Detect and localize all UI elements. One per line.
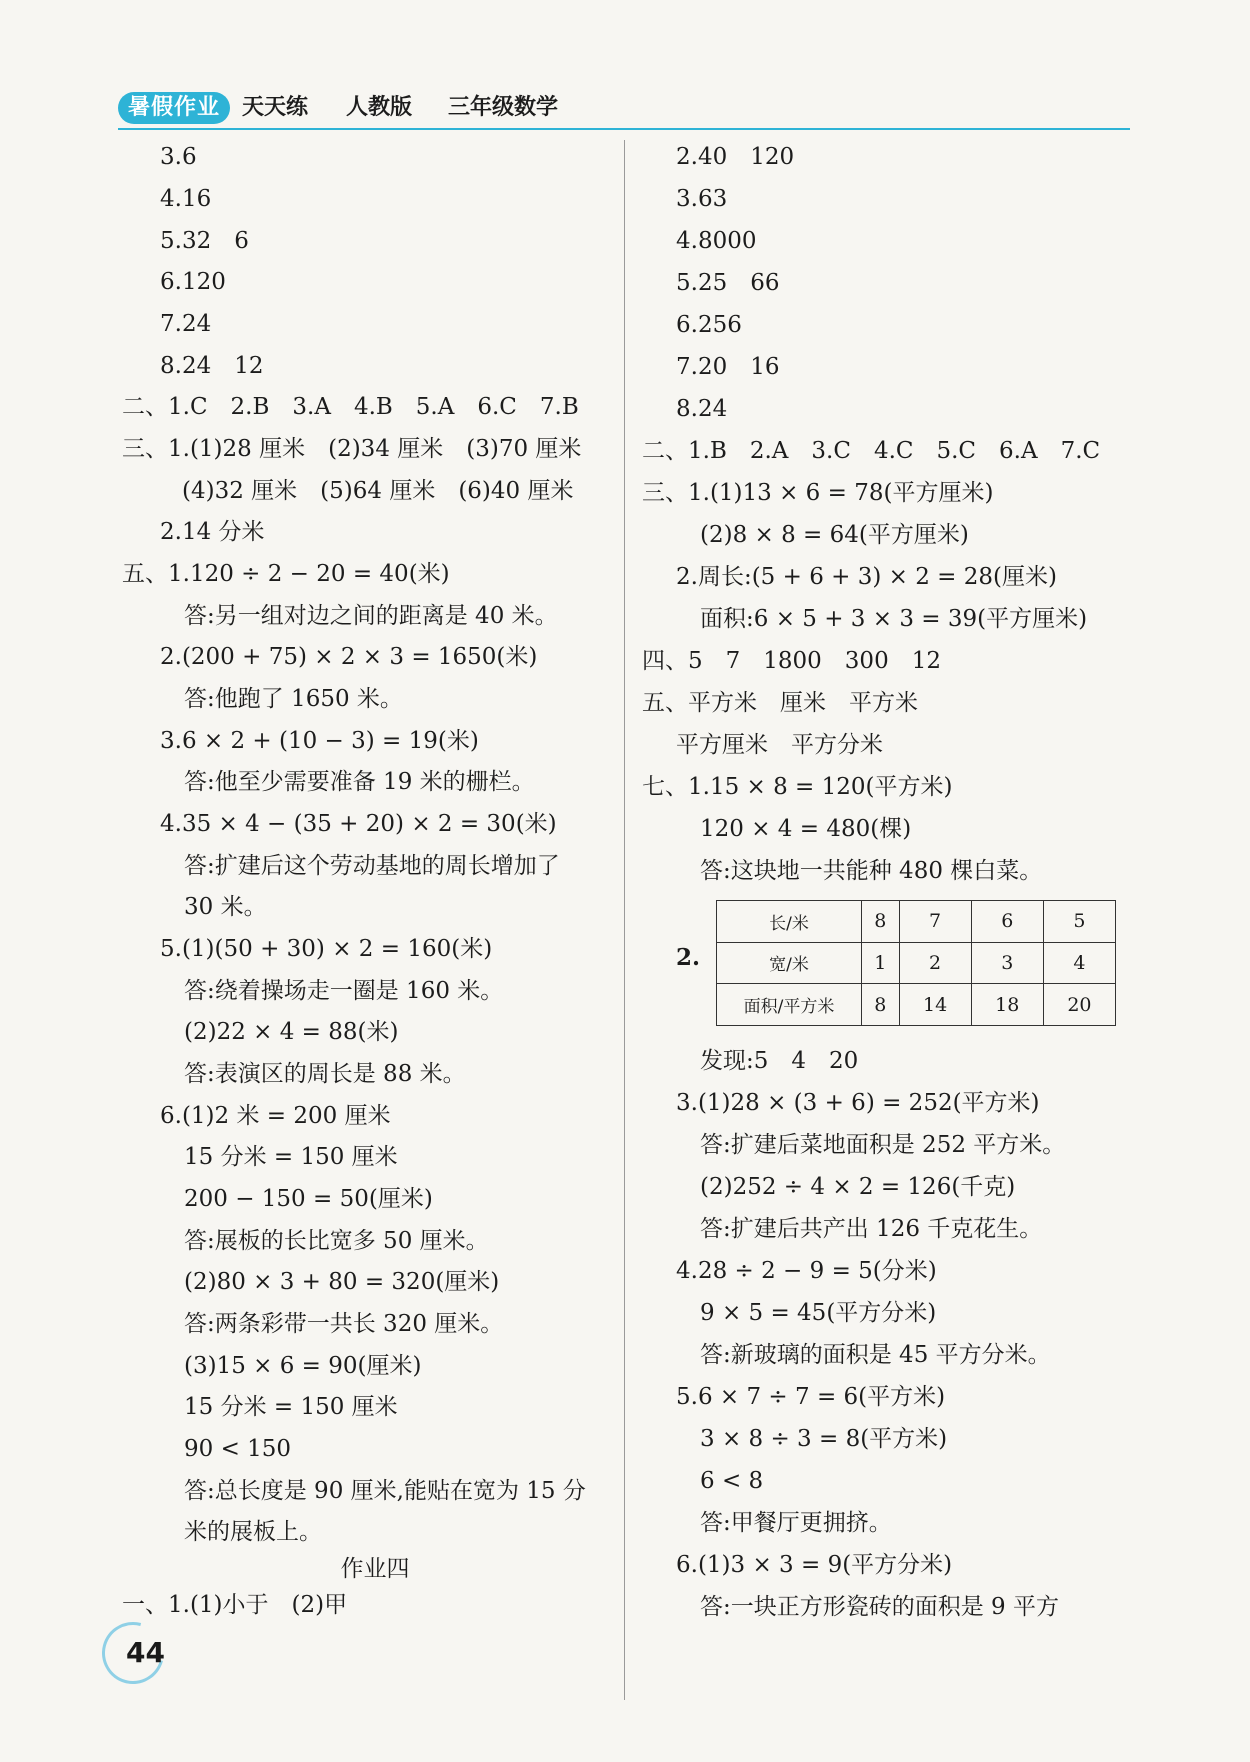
table-row (717, 942, 1116, 984)
answer-line: 6.(1)3 × 3 = 9(平方分米) (676, 1552, 953, 1578)
answer-line: 3.6 (160, 144, 197, 170)
answer-line: 二、1.B 2.A 3.C 4.C 5.C 6.A 7.C (642, 438, 1101, 464)
table-cell: 4 (1043, 942, 1115, 984)
answer-line: 二、1.C 2.B 3.A 4.B 5.A 6.C 7.B (122, 394, 579, 420)
header-title-2: 人教版 (346, 95, 413, 120)
answer-line: 2.14 分米 (160, 519, 265, 545)
answer-line: 答:甲餐厅更拥挤。 (700, 1510, 892, 1536)
answer-line: 6 < 8 (700, 1468, 764, 1494)
answer-line: 三、1.(1)13 × 6 = 78(平方厘米) (642, 480, 994, 506)
answer-line: 6.256 (676, 312, 742, 338)
answer-line: 答:绕着操场走一圈是 160 米。 (184, 978, 504, 1004)
answer-line: 6.120 (160, 269, 226, 295)
answer-line: (2)252 ÷ 4 × 2 = 126(千克) (700, 1174, 1016, 1200)
section-title: 作业四 (340, 1556, 410, 1582)
table-cell: 5 (1043, 901, 1115, 943)
answer-line: 4.28 ÷ 2 − 9 = 5(分米) (676, 1258, 937, 1284)
answer-line: 4.16 (160, 186, 212, 212)
answer-line: 4.8000 (676, 228, 757, 254)
answer-line: 4.35 × 4 − (35 + 20) × 2 = 30(米) (160, 811, 557, 837)
answer-line: 四、5 7 1800 300 12 (642, 648, 941, 674)
answer-line: 8.24 (676, 396, 728, 422)
answer-line: 200 − 150 = 50(厘米) (184, 1186, 433, 1212)
answer-line: 答:他至少需要准备 19 米的栅栏。 (184, 769, 535, 795)
table-cell: 18 (971, 984, 1043, 1026)
answer-line: 5.25 66 (676, 270, 780, 296)
answer-line: (2)8 × 8 = 64(平方厘米) (700, 522, 969, 548)
answer-line: (4)32 厘米 (5)64 厘米 (6)40 厘米 (182, 478, 574, 504)
table-cell: 6 (971, 901, 1043, 943)
answer-line: 15 分米 = 150 厘米 (184, 1144, 398, 1170)
header-rule (118, 128, 1130, 130)
answer-line: 答:他跑了 1650 米。 (184, 686, 403, 712)
answer-line: (2)80 × 3 + 80 = 320(厘米) (184, 1269, 500, 1295)
header-title-1: 天天练 (242, 95, 309, 120)
answer-line: (2)22 × 4 = 88(米) (184, 1019, 399, 1045)
answer-line: 3.6 × 2 + (10 − 3) = 19(米) (160, 728, 479, 754)
series-badge: 暑假作业 (118, 92, 230, 124)
answer-line: 答:扩建后共产出 126 千克花生。 (700, 1216, 1043, 1242)
answer-line: 5.32 6 (160, 228, 249, 254)
table-cell: 1 (862, 942, 900, 984)
table-row (717, 984, 1116, 1026)
answer-line: (3)15 × 6 = 90(厘米) (184, 1353, 422, 1379)
answer-line: 5.6 × 7 ÷ 7 = 6(平方米) (676, 1384, 946, 1410)
answer-line: 7.24 (160, 311, 212, 337)
header-title-3: 三年级数学 (448, 95, 559, 120)
answer-line: 面积:6 × 5 + 3 × 3 = 39(平方厘米) (700, 606, 1088, 632)
answer-line: 答:扩建后这个劳动基地的周长增加了 (184, 853, 560, 879)
answer-line: 2.周长:(5 + 6 + 3) × 2 = 28(厘米) (676, 564, 1057, 590)
table-cell: 2 (899, 942, 971, 984)
answer-line: 120 × 4 = 480(棵) (700, 816, 912, 842)
table-cell: 7 (899, 901, 971, 943)
answer-line: 答:总长度是 90 厘米,能贴在宽为 15 分 (184, 1478, 586, 1504)
answer-line: 答:展板的长比宽多 50 厘米。 (184, 1228, 489, 1254)
page-header (118, 88, 1128, 128)
answer-line: 9 × 5 = 45(平方分米) (700, 1300, 937, 1326)
column-divider (624, 140, 625, 1700)
table-label: 2. (676, 944, 701, 971)
answer-line: 答:这块地一共能种 480 棵白菜。 (700, 858, 1043, 884)
answer-line: 答:扩建后菜地面积是 252 平方米。 (700, 1132, 1066, 1158)
table-cell: 8 (862, 901, 900, 943)
table-row (717, 901, 1116, 943)
answer-line: 90 < 150 (184, 1436, 292, 1462)
answer-line: 五、平方米 厘米 平方米 (642, 690, 918, 716)
answer-line: 2.(200 + 75) × 2 × 3 = 1650(米) (160, 644, 538, 670)
answer-line: 答:两条彩带一共长 320 厘米。 (184, 1311, 504, 1337)
area-table (716, 900, 1116, 1026)
answer-line: 8.24 12 (160, 353, 264, 379)
page-number: 44 (126, 1636, 165, 1669)
answer-line: 3 × 8 ÷ 3 = 8(平方米) (700, 1426, 948, 1452)
answer-line: 15 分米 = 150 厘米 (184, 1394, 398, 1420)
answer-line: 6.(1)2 米 = 200 厘米 (160, 1103, 391, 1129)
answer-line: 答:一块正方形瓷砖的面积是 9 平方 (700, 1594, 1060, 1620)
table-cell: 8 (862, 984, 900, 1026)
answer-line: 30 米。 (184, 894, 267, 920)
answer-line: 一、1.(1)小于 (2)甲 (122, 1592, 348, 1618)
answer-line: 3.(1)28 × (3 + 6) = 252(平方米) (676, 1090, 1040, 1116)
table-cell: 20 (1043, 984, 1115, 1026)
answer-line: 五、1.120 ÷ 2 − 20 = 40(米) (122, 561, 450, 587)
table-cell: 宽/米 (717, 942, 862, 984)
table-cell: 14 (899, 984, 971, 1026)
table-cell: 长/米 (717, 901, 862, 943)
answer-line: 7.20 16 (676, 354, 780, 380)
answer-line: 2.40 120 (676, 144, 795, 170)
table-cell: 面积/平方米 (717, 984, 862, 1026)
answer-line: 七、1.15 × 8 = 120(平方米) (642, 774, 953, 800)
answer-line: 三、1.(1)28 厘米 (2)34 厘米 (3)70 厘米 (122, 436, 582, 462)
answer-line: 平方厘米 平方分米 (676, 732, 883, 758)
answer-line: 答:表演区的周长是 88 米。 (184, 1061, 466, 1087)
answer-line: 答:另一组对边之间的距离是 40 米。 (184, 603, 558, 629)
answer-line: 答:新玻璃的面积是 45 平方分米。 (700, 1342, 1051, 1368)
answer-line: 3.63 (676, 186, 728, 212)
answer-line: 米的展板上。 (184, 1519, 322, 1545)
table-cell: 3 (971, 942, 1043, 984)
answer-line: 5.(1)(50 + 30) × 2 = 160(米) (160, 936, 493, 962)
answer-line: 发现:5 4 20 (700, 1048, 859, 1074)
